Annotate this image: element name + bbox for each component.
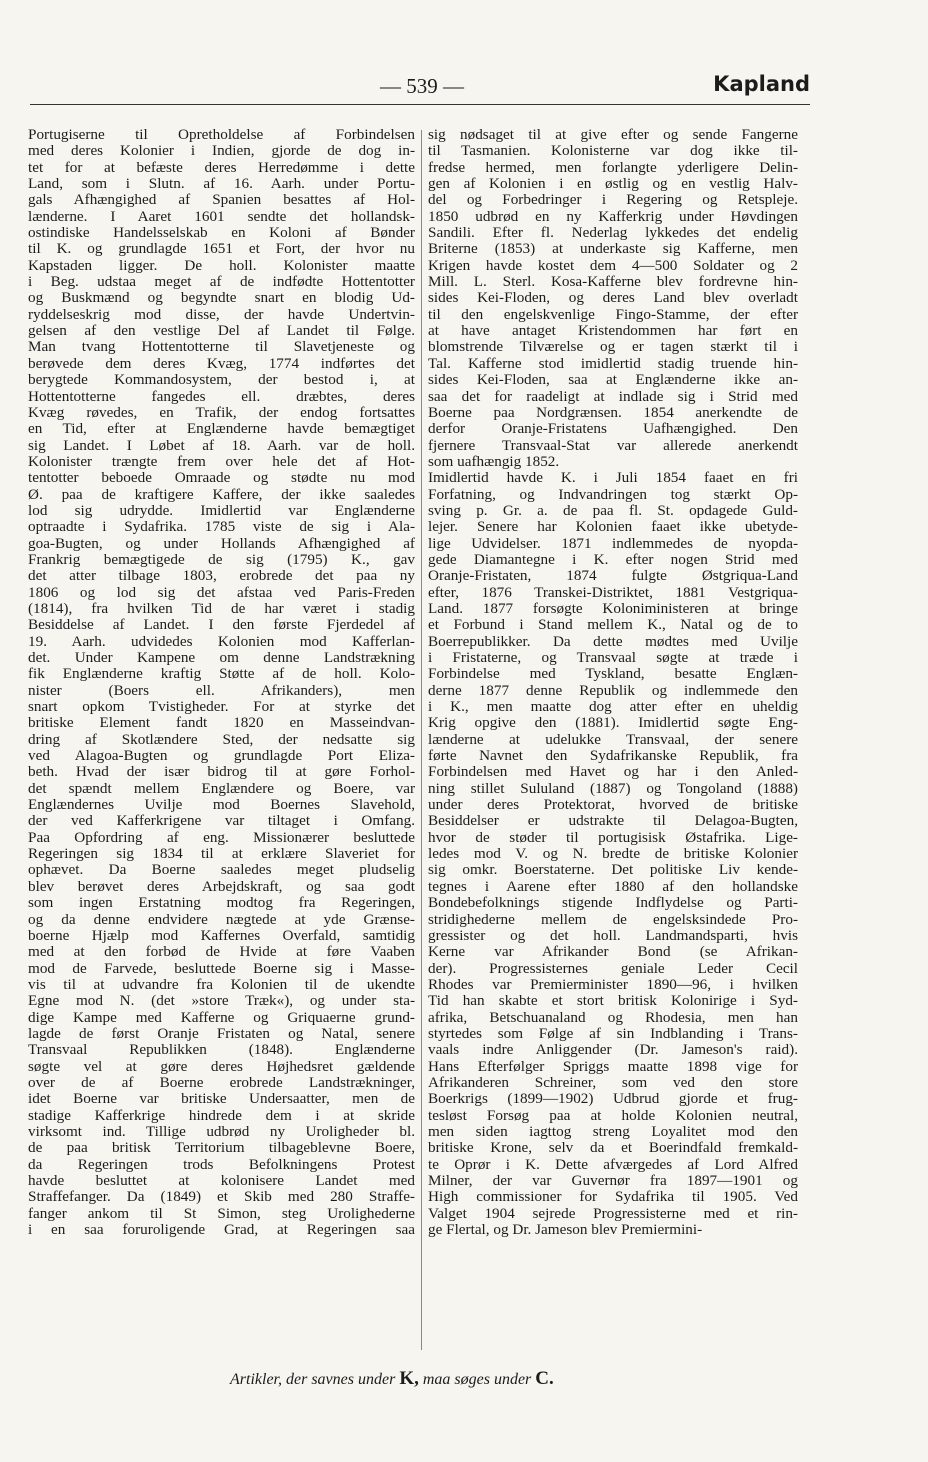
text-line: det atter tilbage 1803, erobrede det paa ny <box>28 568 415 585</box>
text-line: med at den forbød de Hvide at føre Vaaben <box>28 944 415 961</box>
text-line: gals Afhængighed af Spanien besattes af Hol- <box>28 192 415 209</box>
text-line: lænderne at udelukke Transvaal, der senere <box>428 731 798 748</box>
text-line: 1850 udbrød en ny Kafferkrig under Høvdingen <box>428 208 798 225</box>
text-line: sides Kei-Floden, og deres Land blev overladt <box>428 290 798 307</box>
text-line: blomstrende Tilværelse og er tagen stærkt til i <box>428 339 798 356</box>
text-line: (1814), fra hvilken Tid de har været i stadig <box>28 600 415 617</box>
page-header <box>30 70 810 100</box>
text-line: dige Kampe med Kafferne og Griquaerne grund- <box>28 1009 415 1026</box>
text-line: Sandili. Efter fl. Nederlag lykkedes det endelig <box>428 225 798 242</box>
text-line: dring af Skotlændere Sted, der nedsatte sig <box>28 731 415 748</box>
text-line: sig omkr. Boerstaterne. Det politiske Liv kende- <box>428 862 798 879</box>
text-line: Afrikanderen Schreiner, som ved den store <box>428 1074 798 1091</box>
text-line: vis til at udvandre fra Kolonien til de ukendte <box>28 976 415 993</box>
text-line: Frankrig bemægtigede de sig (1795) K., gav <box>28 551 415 568</box>
text-line: Hans Efterfølger Spriggs maatte 1898 vige for <box>428 1058 798 1075</box>
text-line: at have antaget Kristendommen har ført en <box>428 323 798 340</box>
text-line: stridighederne mellem de engelsksindede Pro- <box>428 911 798 928</box>
text-line: ledes mod V. og N. bredte de britiske Kolonier <box>428 846 798 863</box>
text-line: Tid han skabte et stort britisk Kolonirige i Syd- <box>428 993 798 1010</box>
text-line: styrtedes som Følge af sin Indblanding i Trans- <box>428 1025 798 1042</box>
text-line: Land. 1877 forsøgte Koloniministeren at bringe <box>428 600 798 617</box>
text-line: Forbindelsen med Havet og har i den Anled- <box>428 764 798 781</box>
footer-letter-c: C. <box>535 1368 554 1389</box>
text-line: Forbindelse med Tyskland, besatte Englæn- <box>428 666 798 683</box>
text-line: en Tid, efter at Englænderne havde bemægtiget <box>28 421 415 438</box>
text-line: i Beg. udstaa meget af de indfødte Hottentotter <box>28 274 415 291</box>
text-line: de paa britisk Territorium tilbageblevne Boere, <box>28 1140 415 1157</box>
text-line: der ved Kafferkrigene var tiltaget i Omfang. <box>28 813 415 830</box>
text-line: hvor de støder til portugisisk Østafrika. Lige- <box>428 829 798 846</box>
text-line: beth. Hvad der især bidrog til at gøre Forhol- <box>28 764 415 781</box>
text-line: men siden iagttog streng Loyalitet mod den <box>428 1123 798 1140</box>
text-line: Krigen havde kostet dem 4—500 Soldater og 2 <box>428 257 798 274</box>
text-line: 19. Aarh. udvidedes Kolonien mod Kafferlan- <box>28 633 415 650</box>
text-line: sving p. Gr. a. de paa fl. St. opdagede Guld- <box>428 502 798 519</box>
text-line: som ingen Erstatning modtog fra Regeringen, <box>28 895 415 912</box>
text-line: boerne Hjælp mod Kaffernes Overfald, samtidig <box>28 927 415 944</box>
text-line: Hottentotterne fangedes ell. dræbtes, deres <box>28 388 415 405</box>
footer-note <box>230 1368 554 1390</box>
text-line: med deres Kolonier i Indien, gjorde de dog in- <box>28 143 415 160</box>
text-line: Ø. paa de kraftigere Kaffere, der ikke saaledes <box>28 486 415 503</box>
text-line: fik Englænderne kraftig Støtte af de holl. Kolo- <box>28 666 415 683</box>
text-line: Egne mod N. (det »store Træk«), og under sta- <box>28 993 415 1010</box>
text-line: Portugiserne til Opretholdelse af Forbindelsen <box>28 127 415 143</box>
text-line: saa det for raadeligt at indlade sig i Strid med <box>428 388 798 405</box>
text-line: tesløst Forsøg paa at holde Kolonien neutral, <box>428 1107 798 1124</box>
text-line: tegnes i Aarene efter 1880 af den hollandske <box>428 878 798 895</box>
text-line: under deres Protektorat, hvorved de britiske <box>428 797 798 814</box>
text-line: lagde de først Oranje Fristaten og Natal, senere <box>28 1025 415 1042</box>
text-line: Boerne paa Nordgrænsen. 1854 anerkendte de <box>428 404 798 421</box>
text-line: Besiddelse af Landet. I den første Fjerdedel af <box>28 617 415 634</box>
text-line: ryddelseskrig mod disse, der havde Undertvin- <box>28 306 415 323</box>
text-line: berøvede dem deres Kvæg, 1774 indførtes det <box>28 355 415 372</box>
text-line: der). Progressisternes geniale Leder Cecil <box>428 960 798 977</box>
text-line: i en saa foruroligende Grad, at Regeringen saa <box>28 1222 415 1239</box>
text-line: Man tvang Hottentotterne til Slavetjeneste og <box>28 339 415 356</box>
text-line: havde besluttet at kolonisere Landet med <box>28 1173 415 1189</box>
text-line: Krig opgive den (1881). Imidlertid søgte Eng- <box>428 715 798 732</box>
text-line: Regeringen sig 1834 til at erklære Slaveriet for <box>28 846 415 863</box>
footer-middle: maa søges under <box>418 1371 536 1388</box>
text-line: og da denne endvidere nægtede at yde Grænse- <box>28 911 415 928</box>
text-line: 1806 og lod sig det afstaa ved Paris-Freden <box>28 584 415 601</box>
right-column <box>428 127 798 1238</box>
text-line: da Regeringen trods Befolkningens Protest <box>28 1156 415 1173</box>
footer-letter-k: K, <box>399 1368 419 1389</box>
text-line: idet Boerne var britiske Undersaatter, men de <box>28 1091 415 1108</box>
text-line: førte Navnet den Sydafrikanske Republik, fra <box>428 748 798 765</box>
running-head: Kapland <box>713 72 810 96</box>
text-line: Englændernes Uvilje mod Boernes Slavehold, <box>28 797 415 814</box>
text-line: lige Udvidelser. 1871 indlemmedes de nyopda- <box>428 535 798 552</box>
text-line: søgte vel at gøre deres Højhedsret gældende <box>28 1058 415 1075</box>
text-line: Briterne (1853) at underkaste sig Kafferne, men <box>428 241 798 258</box>
text-line: Transvaal Republikken (1848). Englænderne <box>28 1042 415 1059</box>
text-line: Straffefanger. Da (1849) et Skib med 280 Straffe- <box>28 1189 415 1206</box>
text-line: det. Under Kampene om denne Landstrækning <box>28 650 415 666</box>
text-line: Tal. Kafferne stod imidlertid stadig truende hin- <box>428 355 798 372</box>
text-line: Besiddelser er udstrakte til Delagoa-Bugten, <box>428 813 798 830</box>
text-line: mod de Farvede, besluttede Boerne sig i Masse- <box>28 960 415 977</box>
text-line: berygtede Kommandosystem, der bestod i, at <box>28 372 415 389</box>
text-line: Milner, der var Guvernør fra 1897—1901 og <box>428 1173 798 1189</box>
text-line: gelsen af den vestlige Del af Landet til Følge. <box>28 323 415 340</box>
text-line: Kvæg røvedes, en Trafik, der endog fortsattes <box>28 404 415 421</box>
text-line: britiske Element fandt 1820 en Masseindvan- <box>28 715 415 732</box>
text-line: til K. og grundlagde 1651 et Fort, der hvor nu <box>28 241 415 258</box>
text-line: Forfatning, og Indvandringen tog stærkt Op- <box>428 486 798 503</box>
text-line: lænderne. I Aaret 1601 sendte det hollandsk- <box>28 208 415 225</box>
text-line: sig nødsaget til at give efter og sende Fangerne <box>428 127 798 143</box>
text-line: fjernere Transvaal-Stat var allerede anerkendt <box>428 437 798 454</box>
text-line: efter, 1876 Transkei-Distriktet, 1881 Vestgriqua- <box>428 584 798 601</box>
page-number: — 539 — <box>380 74 464 98</box>
text-line: britiske Krone, selv da et Boerindfald fremkald- <box>428 1140 798 1157</box>
text-line: Imidlertid havde K. i Juli 1854 faaet en fri <box>428 470 798 487</box>
text-line: gede Diamantegne i K. efter nogen Strid med <box>428 551 798 568</box>
text-line: Bondebefolknings stigende Indflydelse og Parti- <box>428 895 798 912</box>
text-line: i Fristaterne, og Transvaal søgte at træde i <box>428 650 798 666</box>
text-line: sides Kei-Floden, saa at Englænderne ikke an- <box>428 372 798 389</box>
text-line: nister (Boers ell. Afrikanders), men <box>28 682 415 699</box>
text-line: optraadte i Sydafrika. 1785 viste de sig i Ala- <box>28 519 415 536</box>
text-line: Valget 1904 sejrede Progressisterne med et rin- <box>428 1205 798 1222</box>
text-line: gressister og det holl. Landmandsparti, hvis <box>428 927 798 944</box>
text-line: snart opkom Tvistigheder. For at styrke det <box>28 699 415 716</box>
text-line: derne 1877 denne Republik og indlemmede den <box>428 682 798 699</box>
text-line: til Tasmanien. Kolonisterne var dog ikke til- <box>428 143 798 160</box>
text-line: Kolonister trængte frem over hele det af Hot- <box>28 453 415 470</box>
text-line: derfor Oranje-Fristatens Uafhængighed. Den <box>428 421 798 438</box>
text-line: Paa Opfordring af eng. Missionærer besluttede <box>28 829 415 846</box>
text-line: over de af Boerne erobrede Landstrækninger, <box>28 1074 415 1091</box>
text-line: Oranje-Fristaten, 1874 fulgte Østgriqua-Land <box>428 568 798 585</box>
text-line: goa-Bugten, og under Hollands Afhængighed af <box>28 535 415 552</box>
text-line: Kerne var Afrikander Bond (se Afrikan- <box>428 944 798 961</box>
text-line: sig Landet. I Løbet af 18. Aarh. var de holl. <box>28 437 415 454</box>
text-line: som uafhængig 1852. <box>428 453 560 470</box>
text-line: blev berøvet deres Arbejdskraft, og saa godt <box>28 878 415 895</box>
text-line: ophævet. Da Boerne saaledes meget pludselig <box>28 862 415 879</box>
text-line: Rhodes var Premierminister 1890—96, i hvilken <box>428 976 798 993</box>
text-line: i K., men maatte dog atter efter en uheldig <box>428 699 798 716</box>
left-column <box>28 127 415 1238</box>
column-divider <box>421 130 422 1350</box>
text-line: stadige Kafferkrige hindrede dem i at skride <box>28 1107 415 1124</box>
text-line: ge Flertal, og Dr. Jameson blev Premiermini- <box>428 1222 703 1239</box>
text-line: High commissioner for Sydafrika til 1905. Ved <box>428 1189 798 1206</box>
text-line: del og Forbedringer i Regering og Retspleje. <box>428 192 798 209</box>
text-line: fredse hermed, men forlangte yderligere Delin- <box>428 159 798 176</box>
text-line: lejer. Senere har Kolonien faaet ikke ubetyde- <box>428 519 798 536</box>
text-line: tentotter beboede Omraade og stødte nu mod <box>28 470 415 487</box>
text-line: Kapstaden ligger. De holl. Kolonister maatte <box>28 257 415 274</box>
text-line: te Oprør i K. Dette afværgedes af Lord Alfred <box>428 1156 798 1173</box>
text-line: lod sig udrydde. Imidlertid var Englænderne <box>28 502 415 519</box>
text-line: ning stillet Sululand (1887) og Tongoland (1888) <box>428 780 798 797</box>
text-line: Land, som i Slutn. af 16. Aarh. under Portu- <box>28 176 415 193</box>
text-line: ved Alagoa-Bugten og grundlagde Port Eliza- <box>28 748 415 765</box>
text-line: det spændt mellem Englændere og Boere, var <box>28 780 415 797</box>
text-line: vaals indre Anliggender (Dr. Jameson's raid). <box>428 1042 798 1059</box>
text-line: fanger ankom til St Simon, steg Urolighederne <box>28 1205 415 1222</box>
header-rule <box>30 104 810 105</box>
text-line: Boerkrigs (1899—1902) Udbrud gjorde et frug- <box>428 1091 798 1108</box>
text-line: virksomt ind. Tillige udbrød ny Uroligheder bl. <box>28 1123 415 1140</box>
text-line: og Buskmænd og begyndte snart en blodig Ud- <box>28 290 415 307</box>
text-line: ostindiske Handelsselskab en Koloni af Bønder <box>28 225 415 242</box>
text-line: tet for at befæste deres Herredømme i dette <box>28 159 415 176</box>
text-line: et Forbund i Stand mellem K., Natal og de to <box>428 617 798 634</box>
text-line: gen af Kolonien i en østlig og en vestlig Halv- <box>428 176 798 193</box>
footer-prefix: Artikler, der savnes under <box>230 1371 400 1388</box>
text-line: Mill. L. Sterl. Kosa-Kafferne blev fordrevne hin- <box>428 274 798 291</box>
text-line: Boerrepublikker. Da dette mødtes med Uvilje <box>428 633 798 650</box>
text-line: afrika, Betschuanaland og Rhodesia, men han <box>428 1009 798 1026</box>
text-line: til den engelskvenlige Fingo-Stamme, der efter <box>428 306 798 323</box>
